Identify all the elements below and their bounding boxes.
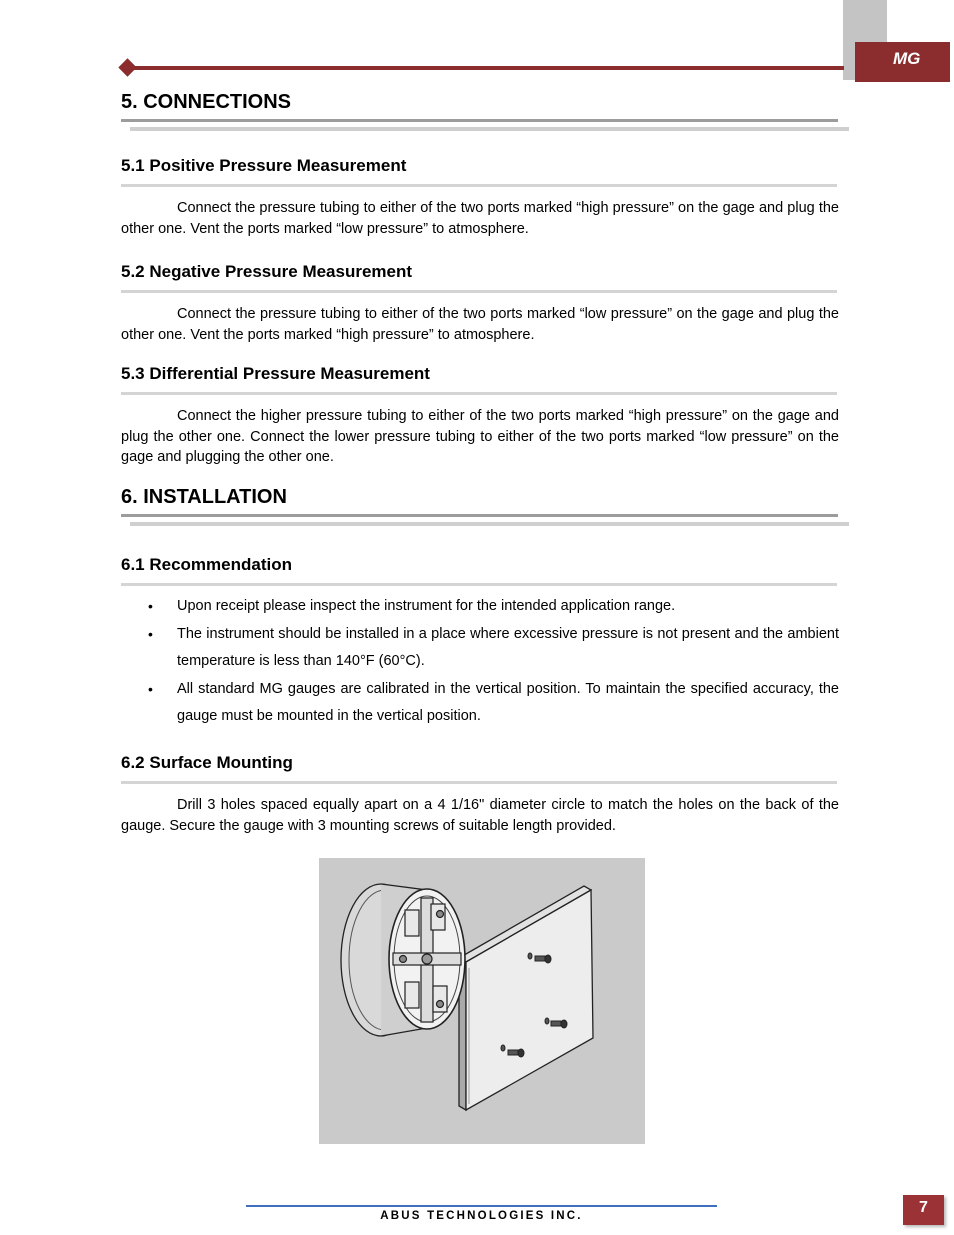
section-5-3-paragraph xyxy=(121,406,839,468)
header-rule xyxy=(128,66,844,70)
list-item-text: All standard MG gauges are calibrated in the vertical position. To maintain the specified accuracy, the gauge must be mounted in the vertical position. xyxy=(177,681,839,724)
recommendation-list xyxy=(121,593,839,731)
list-item xyxy=(121,621,839,675)
section-6-heading: 6. INSTALLATION xyxy=(121,486,287,508)
footer-company-name: ABUS TECHNOLOGIES INC. xyxy=(380,1210,583,1222)
section-5-3-rule xyxy=(121,392,837,395)
bullet-icon: • xyxy=(148,681,153,697)
gauge-mounting-illustration xyxy=(319,858,645,1144)
section-6-rule xyxy=(121,514,838,517)
section-5-2-heading: 5.2 Negative Pressure Measurement xyxy=(121,262,413,281)
list-item xyxy=(121,593,839,620)
section-5-heading: 5. CONNECTIONS xyxy=(121,91,292,113)
section-5-1-text: Connect the pressure tubing to either of the two ports marked “high pressure” on the gage and plug the other one. Vent the ports marked “low pressure” to atmosphere. xyxy=(121,200,839,237)
section-6-1-heading: 6.1 Recommendation xyxy=(121,555,292,574)
list-item-text: The instrument should be installed in a place where excessive pressure is not present and the ambient temperature is less than 140°F (60°C). xyxy=(177,626,839,669)
list-item xyxy=(121,676,839,730)
section-5-rule xyxy=(121,119,838,122)
section-5-1-paragraph xyxy=(121,198,839,239)
section-5-rule-shadow xyxy=(130,127,849,131)
section-5-3-heading: 5.3 Differential Pressure Measurement xyxy=(121,364,430,383)
section-5-3-text: Connect the higher pressure tubing to either of the two ports marked “high pressure” on the gage and plug the other one. Connect the lower pressure tubing to either of the two ports marked “low pressure” on the gage and plugging the other one. xyxy=(121,408,839,465)
section-6-2-text: Drill 3 holes spaced equally apart on a 4 1/16" diameter circle to match the holes on the back of the gauge. Secure the gauge with 3 mounting screws of suitable length provided. xyxy=(121,797,839,834)
section-6-1-rule xyxy=(121,583,837,586)
section-5-1-heading: 5.1 Positive Pressure Measurement xyxy=(121,156,407,175)
section-5-2-rule xyxy=(121,290,837,293)
section-6-2-heading: 6.2 Surface Mounting xyxy=(121,753,293,772)
page-number: 7 xyxy=(919,1199,928,1216)
header-product-label: MG xyxy=(893,49,921,68)
section-5-1-rule xyxy=(121,184,837,187)
section-5-2-text: Connect the pressure tubing to either of the two ports marked “low pressure” on the gage and plug the other one. Vent the ports marked “high pressure” to atmosphere. xyxy=(121,306,839,343)
surface-mounting-figure xyxy=(319,858,645,1144)
footer-rule xyxy=(246,1205,717,1207)
section-6-rule-shadow xyxy=(130,522,849,526)
section-5-2-paragraph xyxy=(121,304,839,345)
bullet-icon: • xyxy=(148,598,153,614)
bullet-icon: • xyxy=(148,626,153,642)
section-6-2-rule xyxy=(121,781,837,784)
list-item-text: Upon receipt please inspect the instrument for the intended application range. xyxy=(177,598,676,614)
section-6-2-paragraph xyxy=(121,795,839,836)
header-diamond-icon xyxy=(118,58,136,76)
